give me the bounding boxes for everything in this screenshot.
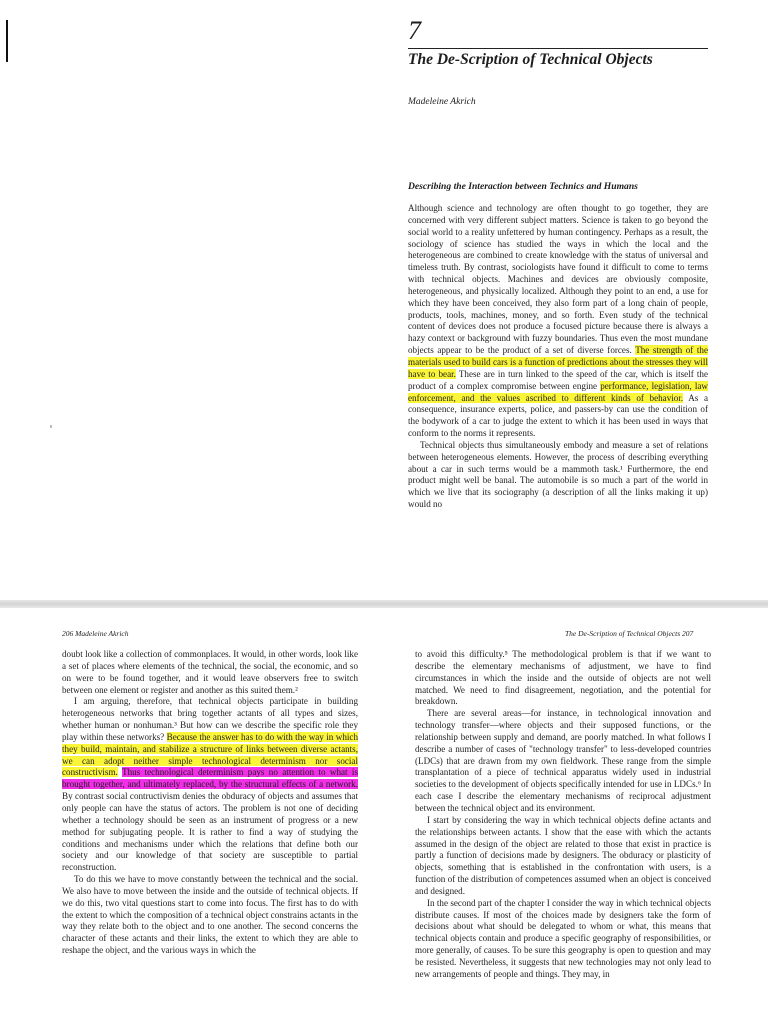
paragraph-text: By contrast social contructivism denies the obduracy of objects and assumes that only people can have the status of actors. The problem is not one of deciding whether a technology should be seen as an instrument of progress or a new method for subjugating people. It is rather to find a way of studying the conditions and mechanisms under which the relations that define both our society and our knowledge of that society are susceptible to partial reconstruction. xyxy=(62,791,358,873)
paragraph-text: I am arguing, therefore, that technical objects participate in building heterogeneous networks that bring together actants of all types and sizes, whether human or nonhuman.³ But how can we describe the specific role they play within these networks? xyxy=(62,696,358,742)
paragraph: In the second part of the chapter I consider the way in which technical objects distribute causes. If most of the choices made by designers take the form of decisions about what should be delegated to whom or what, this means that technical objects contain and produce a specific geography of responsibilities, or more generally, of causes. To be sure this geography is open to question and may be resisted. Nevertheless, it suggests that new technologies may not only lead to new arrangements of people and things. They may, in xyxy=(415,897,711,979)
paragraph-text: As a consequence, insurance experts, police, and passers-by can use the condition of the bodywork of a car to judge the extent to which it has been used in ways that conform to the norms it represents. xyxy=(408,392,708,439)
right-page-column xyxy=(415,649,711,981)
section-heading: Describing the Interaction between Technics and Humans xyxy=(408,181,638,192)
highlight-yellow: performance, legislation, law enforcement, and the values ascribed to different kinds of behavior. xyxy=(408,380,708,403)
paragraph-text: Although science and technology are often thought to go together, they are concerned with very different subject matters. Science is taken to go beyond the social world to a reality unfettered by human contingency. Perhaps as a result, the sociology of science has studied the ways in which the local and the heterogeneous are combined to create knowledge with the status of universal and timeless truth. By contrast, sociologists have found it difficult to come to terms with technical objects. Machines and devices are obviously composite, heterogeneous, and physically localized. Although they point to an end, a use for which they have been conceived, they also form part of a long chain of people, products, tools, machines, money, and so forth. Even study of the technical content of devices does not produce a focused picture because there is always a hazy context or background with fuzzy boundaries. Thus even the most mundane objects appear to be the product of a set of diverse forces. xyxy=(408,203,708,356)
chapter-number: 7 xyxy=(408,16,421,45)
chapter-title: The De-Scription of Technical Objects xyxy=(408,51,653,68)
margin-mark xyxy=(50,425,52,428)
paragraph xyxy=(62,696,358,874)
highlight-magenta: Thus technological determinism pays no attention to what is brought together, and ultimately replaced, by the structural effects of a network. xyxy=(62,767,358,790)
page-gap xyxy=(0,600,768,608)
left-page-column xyxy=(62,649,358,957)
highlight-yellow: Because the answer has to do with the way in which they build, maintain, and stabilize a structure of links between diverse actants, we can adopt neither simple technological determinism nor social constructivism. xyxy=(62,731,358,778)
paragraph: doubt look like a collection of commonplaces. It would, in other words, look like a set of places where elements of the technical, the social, the economic, and so on were to be found together, and it would leave observers free to switch between one element or register and another as this suited them.² xyxy=(62,649,358,695)
running-head-right: The De-Scription of Technical Objects 207 xyxy=(565,629,694,638)
paragraph: to avoid this difficulty.⁵ The methodological problem is that if we want to describe the elementary mechanisms of adjustment, we have to find circumstances in which the inside and the outside of objects are not well matched. We need to find disagreement, negotiation, and the potential for breakdown. xyxy=(415,649,711,707)
paragraph: There are several areas—for instance, in technological innovation and technology transfer—where objects and their supposed functions, or the relationship between supply and demand, are poorly matched. In what follows I describe a number of cases of "technology transfer" to less-developed countries (LDCs) that are drawn from my own fieldwork. These range from the simple transplantation of a piece of technical apparatus widely used in industrial societies to the development of objects specifically intended for use in LDCs.⁶ In each case I describe the elementary mechanisms of reciprocal adjustment between the technical object and its environment. xyxy=(415,708,711,813)
chapter-author: Madeleine Akrich xyxy=(408,97,476,107)
binding-mark xyxy=(6,20,8,62)
paragraph xyxy=(408,203,708,440)
paragraph: I start by considering the way in which technical objects define actants and the relationships between actants. I show that the ease with which the actants assumed in the design of the object are related to those that exist in practice is partly a function of decisions made by designers. The obduracy or plasticity of objects, something that is established in the confrontation with users, is a function of the distribution of competences assumed when an object is conceived and designed. xyxy=(415,814,711,896)
paragraph-text: These are in turn linked to the speed of the car, which is itself the product of a complex compromise between engine xyxy=(408,368,708,391)
running-head-left: 206 Madeleine Akrich xyxy=(62,629,129,638)
top-body-column xyxy=(408,203,708,511)
chapter-rule xyxy=(408,48,708,49)
highlight-yellow: The strength of the materials used to build cars is a function of predictions about the stresses they will have to bear. xyxy=(408,345,708,379)
paragraph: Technical objects thus simultaneously embody and measure a set of relations between heterogeneous elements. However, the process of describing everything about a car in such terms would be a mammoth task.¹ Furthermore, the end product might well be banal. The automobile is so much a part of the world in which we live that its sociography (a description of all the links making it up) would no xyxy=(408,439,708,510)
paragraph: To do this we have to move constantly between the technical and the social. We also have to move between the inside and the outside of technical objects. If we do this, two vital questions start to come into focus. The first has to do with the extent to which the composition of a technical object constrains actants in the way they relate both to the object and to one another. The second concerns the character of these actants and their links, the extent to which they are able to reshape the object, and the various ways in which the xyxy=(62,874,358,956)
